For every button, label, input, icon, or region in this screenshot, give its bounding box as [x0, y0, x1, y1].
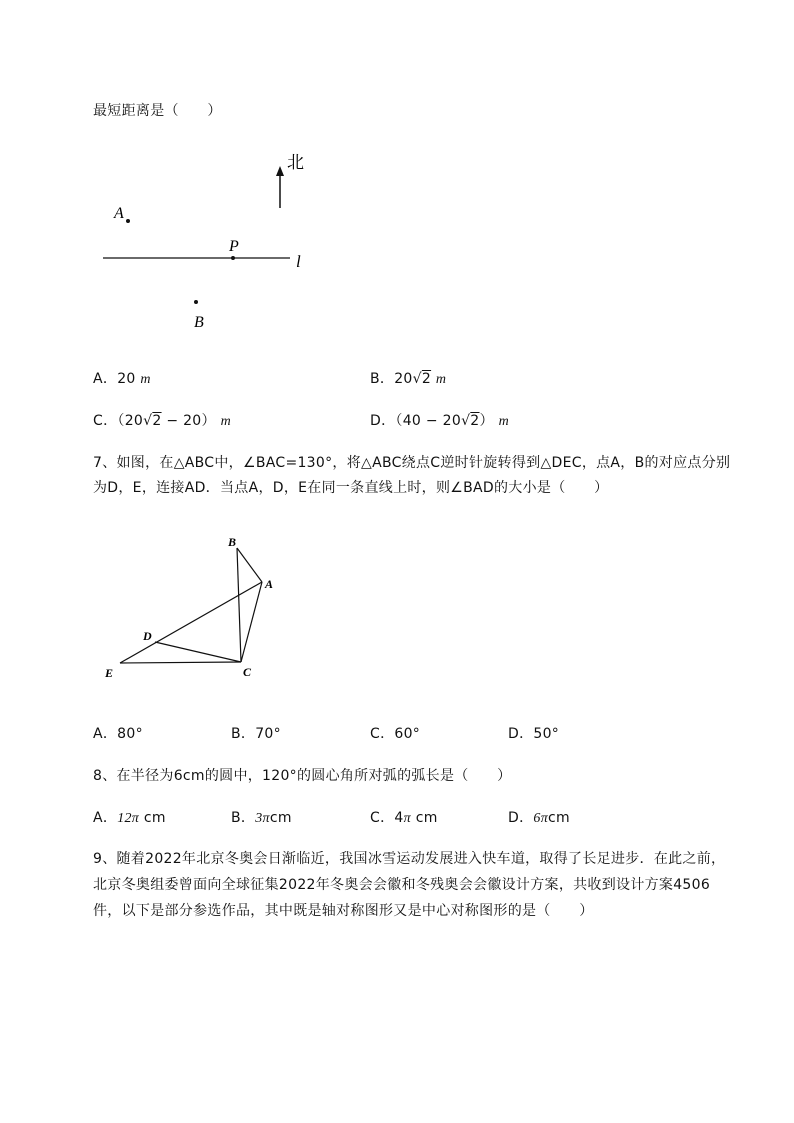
segment-EC [120, 662, 241, 663]
segment-AC [241, 582, 262, 662]
point-B [194, 300, 198, 304]
q8-option-c: C．4π cm [370, 810, 438, 826]
q8-stem: 8、在半径为6cm的圆中，120°的圆心角所对弧的弧长是（ ） [93, 768, 512, 784]
q6-option-b: B．20√2 m [370, 371, 447, 387]
q9-stem-line2: 北京冬奥组委曾面向全球征集2022年冬奥会会徽和冬残奥会会徽设计方案，共收到设计方案4506 [93, 877, 711, 893]
label-E: E [105, 666, 114, 680]
q7-stem-line2: 为D，E，连接AD．当点A，D，E在同一条直线上时，则∠BAD的大小是（ ） [93, 480, 609, 496]
q6-option-d: D．（40 − 20√2） m [370, 413, 510, 429]
q7-option-c: C．60° [370, 726, 421, 742]
north-label: 北 [287, 153, 304, 173]
q8-option-b: B．3πcm [231, 810, 292, 826]
segment-BA [237, 548, 262, 582]
q7-option-d: D．50° [508, 726, 560, 742]
q7-figure [95, 528, 295, 688]
segment-DC [155, 642, 241, 662]
q6-option-a: A．20 m [93, 371, 151, 387]
q6-figure [90, 140, 330, 340]
point-A [126, 219, 130, 223]
label-B: B [194, 314, 204, 331]
segment-BC [237, 548, 241, 662]
q6-option-c: C．（20√2 − 20） m [93, 413, 231, 429]
label-A: A [114, 205, 124, 222]
label-P: P [229, 238, 239, 255]
north-arrow-head [276, 166, 284, 176]
label-C: C [243, 665, 252, 679]
q9-stem-line3: 件，以下是部分参选作品，其中既是轴对称图形又是中心对称图形的是（ ） [93, 903, 594, 919]
label-D: D [143, 629, 152, 643]
point-P [231, 256, 235, 260]
q9-stem-line1: 9、随着2022年北京冬奥会日渐临近，我国冰雪运动发展进入快车道，取得了长足进步．在此之前， [93, 851, 726, 867]
q8-option-a: A．12π cm [93, 810, 166, 826]
label-B: B [228, 535, 237, 549]
q8-option-d: D．6πcm [508, 810, 570, 826]
q7-option-b: B．70° [231, 726, 281, 742]
label-A: A [265, 577, 274, 591]
q7-stem-line1: 7、如图，在△ABC中，∠BAC=130°，将△ABC绕点C逆时针旋转得到△DEC，点A，B的对应点分别 [93, 455, 731, 471]
q6-stem-tail: 最短距离是（ ） [93, 103, 222, 119]
q7-option-a: A．80° [93, 726, 143, 742]
label-l: l [296, 252, 301, 271]
